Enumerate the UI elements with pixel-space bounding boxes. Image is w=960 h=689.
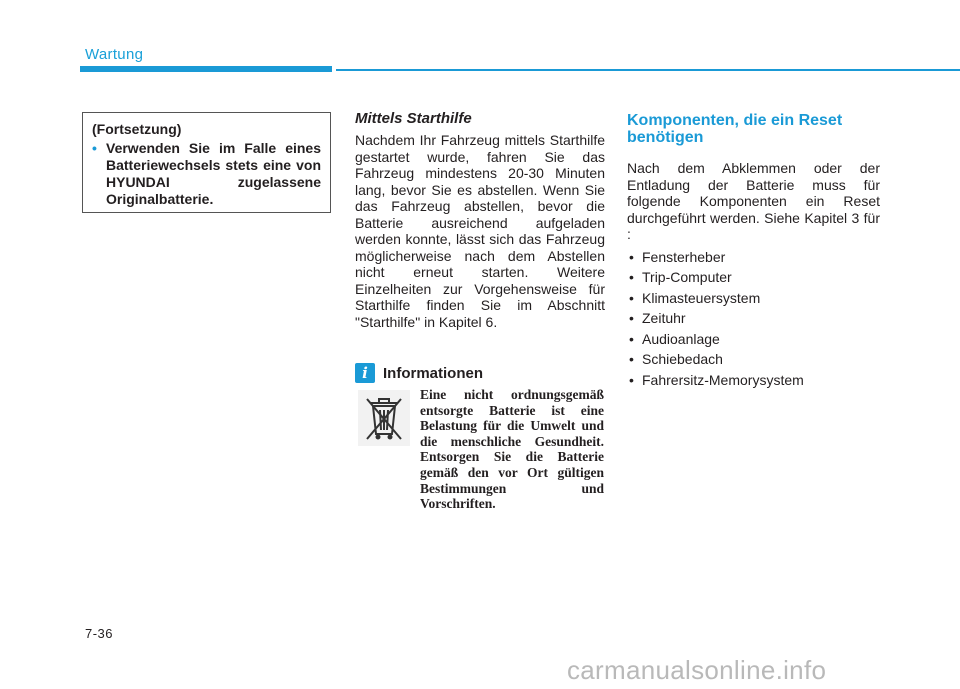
section-title: Wartung (85, 46, 144, 63)
reset-components-list (627, 247, 880, 391)
info-header (355, 363, 483, 383)
list-item-label: Audioanlage (642, 330, 720, 347)
info-icon: i (355, 363, 375, 383)
list-item (627, 370, 880, 391)
watermark-link[interactable]: carmanualsonline.info (567, 655, 827, 685)
page-number: 7-36 (85, 626, 114, 641)
reset-components-heading: Komponenten, die ein Reset benötigen (627, 112, 843, 146)
list-item (627, 288, 880, 309)
continuation-note-box (82, 112, 331, 213)
note-box-bullet-text: Verwenden Sie im Falle eines Batteriewechsels stets eine von HYUNDAI zugelassene Originalbatterie. (106, 140, 321, 207)
middle-column (355, 110, 605, 330)
header-rule-thick (80, 66, 332, 72)
note-box-heading: (Fortsetzung) (92, 121, 182, 137)
bullet-icon: • (629, 351, 634, 367)
info-title: Informationen (383, 364, 483, 382)
list-item-label: Fahrersitz-Memorysystem (642, 371, 804, 388)
bullet-icon: • (629, 330, 634, 347)
list-item (627, 349, 880, 370)
list-item (627, 308, 880, 329)
list-item-label: Schiebedach (642, 351, 723, 367)
note-box-bullet (92, 140, 321, 208)
bullet-icon: • (629, 310, 634, 326)
list-item-label: Klimasteuersystem (642, 289, 761, 306)
jump-start-heading: Mittels Starthilfe (355, 110, 472, 127)
jump-start-paragraph: Nachdem Ihr Fahrzeug mittels Starthilfe gestartet wurde, fahren Sie das Fahrzeug mindestens 20-30 Minuten lang, bevor Sie es abstellen. Wenn Sie das Fahrzeug abstellen, bevor die Batterie ausreichend aufgeladen werden konnte, lässt sich das Fahrzeug möglicherweise nach dem Abstellen nicht erneut starten. Weitere Einzelheiten zur Vorgehensweise für Starthilfe finden Sie im Abschnitt "Starthilfe" in Kapitel 6. (355, 132, 605, 330)
header-rule-thin (336, 69, 960, 71)
bullet-icon: • (629, 371, 634, 388)
list-item (627, 267, 880, 288)
reset-intro-paragraph: Nach dem Abklemmen oder der Entladung der Batterie muss für folgende Komponenten ein Reset durchgeführt werden. Siehe Kapitel 3 für : (627, 160, 880, 242)
crossed-out-bin-icon (358, 390, 410, 446)
list-item-label: Trip-Computer (642, 269, 732, 285)
right-column (627, 112, 880, 390)
bullet-icon: • (629, 289, 634, 306)
bullet-icon: • (629, 269, 634, 285)
list-item-label: Fensterheber (642, 248, 726, 265)
list-item (627, 329, 880, 350)
bullet-icon: • (629, 248, 634, 265)
list-item (627, 247, 880, 268)
info-text: Eine nicht ordnungsgemäß entsorgte Batterie ist eine Belastung für die Umwelt und die menschliche Gesundheit. Entsorgen Sie die Batterie gemäß den vor Ort gültigen Bestimmungen und Vorschriften. (420, 387, 604, 512)
list-item-label: Zeituhr (642, 310, 686, 326)
bullet-icon: • (92, 140, 97, 156)
